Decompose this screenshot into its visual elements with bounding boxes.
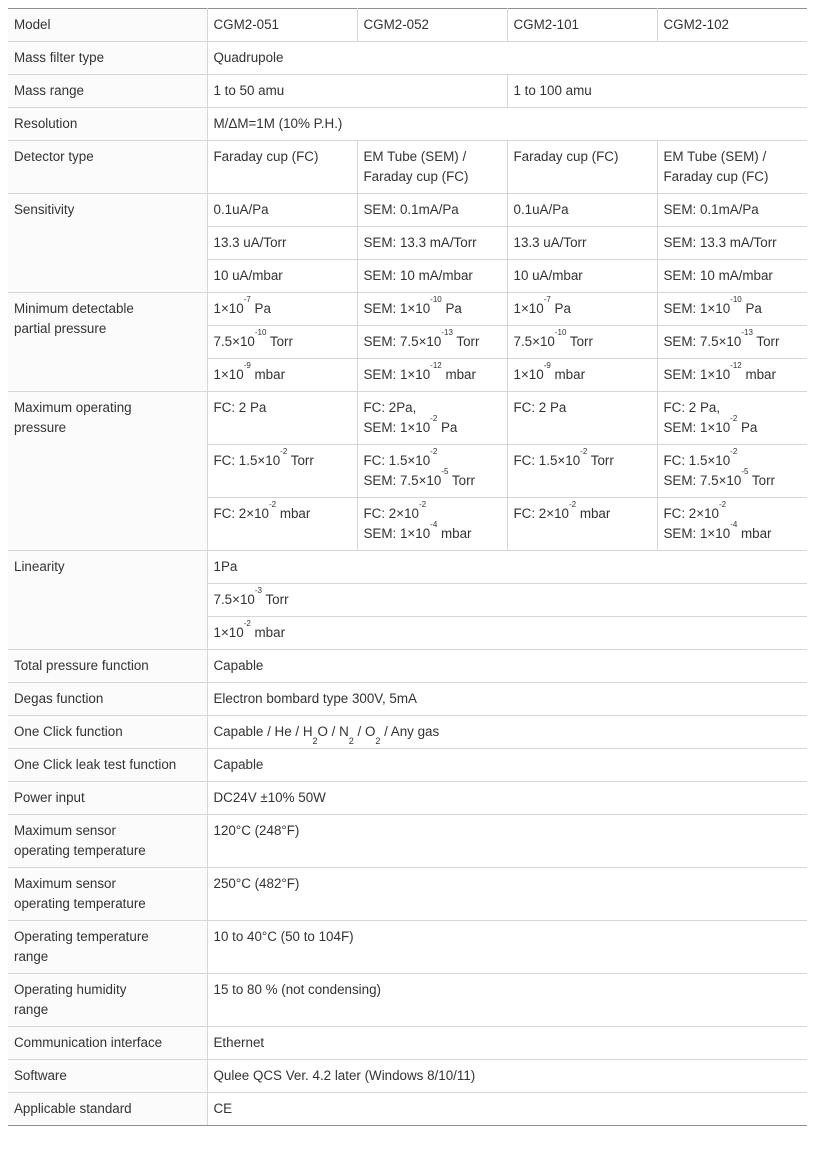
exponent: -7 (543, 295, 551, 304)
row-max-sensor-1 (8, 815, 807, 868)
detector-3: Faraday cup (FC) (507, 141, 657, 194)
mantissa: 1.5 (238, 453, 258, 468)
mdp-r1-c3 (507, 293, 657, 326)
mantissa: 1 (699, 301, 708, 316)
times-sign: × (232, 592, 240, 607)
mdp-r1-c2 (357, 293, 507, 326)
exponent: -10 (554, 328, 567, 337)
label-line2: operating temperature (14, 843, 146, 858)
value-total-pressure: Capable (207, 650, 807, 683)
label-min-detect-line1: Minimum detectable (14, 301, 134, 316)
times-sign: × (418, 334, 427, 349)
sens-r3-c3: 10 uA/mbar (507, 260, 657, 293)
label-min-detect-line2: partial pressure (14, 321, 107, 336)
lin-r3 (207, 617, 807, 650)
base: 10 (415, 420, 431, 435)
unit: Torr (566, 334, 593, 349)
exponent: -7 (243, 295, 251, 304)
mantissa: 7.5 (399, 473, 419, 488)
times-sign: × (707, 420, 716, 435)
sem-prefix: SEM: (663, 420, 700, 435)
value-mass-range-100: 1 to 100 amu (507, 75, 807, 108)
label-line1: Maximum sensor (14, 876, 116, 891)
unit: mbar (437, 526, 472, 541)
row-standard (8, 1093, 807, 1126)
mantissa: 1 (399, 367, 408, 382)
unit: mbar (250, 367, 286, 382)
fc-prefix: FC: (663, 506, 689, 521)
label-line2: range (14, 949, 49, 964)
base: 10 (715, 420, 731, 435)
detector-2-line2: Faraday cup (FC) (363, 169, 469, 184)
base: 10 (565, 453, 581, 468)
value-one-click (207, 716, 807, 749)
mantissa: 2 (238, 506, 247, 521)
exponent: -2 (243, 619, 251, 628)
label-line1: Operating temperature (14, 929, 149, 944)
unit: mbar (741, 367, 776, 382)
label-mass-range: Mass range (8, 75, 207, 108)
value-software: Qulee QCS Ver. 4.2 later (Windows 8/10/11) (207, 1060, 807, 1093)
times-sign: × (707, 453, 716, 468)
detector-2-line1: EM Tube (SEM) / (363, 149, 467, 164)
label-degas: Degas function (8, 683, 207, 716)
label-total-pressure: Total pressure function (8, 650, 207, 683)
unit: mbar (550, 367, 586, 382)
mantissa: 7.5 (213, 334, 233, 349)
base: 10 (715, 367, 731, 382)
base: 10 (704, 506, 719, 521)
gas-text: / Any gas (380, 724, 440, 739)
value-mass-range-50: 1 to 50 amu (207, 75, 507, 108)
fc-prefix: FC: (363, 453, 389, 468)
times-sign: × (407, 420, 416, 435)
label-op-humidity (8, 974, 207, 1027)
sem-prefix: SEM: (663, 301, 700, 316)
model-cgm2-102: CGM2-102 (657, 9, 807, 42)
value-degas: Electron bombard type 300V, 5mA (207, 683, 807, 716)
mdp-r1-c1-mantissa: 1 (213, 301, 221, 316)
value-standard: CE (207, 1093, 807, 1126)
mdp-r1-c1 (207, 293, 357, 326)
mop-r3-c1 (207, 498, 357, 551)
spec-table-container (8, 8, 807, 1126)
model-cgm2-052: CGM2-052 (357, 9, 507, 42)
gas-text: / O (353, 724, 376, 739)
label-standard: Applicable standard (8, 1093, 207, 1126)
row-leak-test (8, 749, 807, 782)
base: 10 (415, 526, 431, 541)
times-sign: × (232, 334, 240, 349)
exponent: -2 (280, 447, 288, 456)
sens-r3-c2: SEM: 10 mA/mbar (357, 260, 507, 293)
exponent: -13 (741, 328, 753, 337)
detector-4 (657, 141, 807, 194)
gas-text: Capable / He / H (213, 724, 313, 739)
value-power: DC24V ±10% 50W (207, 782, 807, 815)
base: 10 (528, 367, 544, 382)
sens-r3-c4: SEM: 10 mA/mbar (657, 260, 807, 293)
label-mass-filter: Mass filter type (8, 42, 207, 75)
times-sign: × (707, 301, 716, 316)
sens-r1-c4: SEM: 0.1mA/Pa (657, 194, 807, 227)
unit: Torr (748, 473, 775, 488)
mop-r2-c1 (207, 445, 357, 498)
base: 10 (239, 592, 255, 607)
exponent: -2 (718, 500, 727, 509)
mop-r1-c2 (357, 392, 507, 445)
times-sign: × (718, 473, 727, 488)
base: 10 (239, 334, 255, 349)
label-power: Power input (8, 782, 207, 815)
mdp-r3-c4 (657, 359, 807, 392)
base: 10 (228, 301, 244, 316)
mdp-r3-c3 (507, 359, 657, 392)
subscript: 2 (375, 736, 381, 746)
base: 10 (415, 367, 431, 382)
unit: mbar (576, 506, 611, 521)
row-resolution (8, 108, 807, 141)
value-comm: Ethernet (207, 1027, 807, 1060)
fc-line: FC: 2Pa, (363, 400, 417, 415)
exponent: -2 (580, 447, 588, 456)
fc-line: FC: 2 Pa, (663, 400, 721, 415)
mantissa: 1 (699, 367, 708, 382)
mop-r1-c4 (657, 392, 807, 445)
mop-r3-c3 (507, 498, 657, 551)
exponent: -9 (243, 361, 251, 370)
mantissa: 1.5 (388, 453, 408, 468)
base: 10 (715, 301, 731, 316)
base: 10 (726, 334, 742, 349)
mantissa: 7.5 (513, 334, 533, 349)
value-max-sensor-1: 120°C (248°F) (207, 815, 807, 868)
mantissa: 1.5 (688, 453, 708, 468)
label-max-sensor-2 (8, 868, 207, 921)
label-comm: Communication interface (8, 1027, 207, 1060)
base: 10 (415, 453, 431, 468)
label-line2: operating temperature (14, 896, 146, 911)
sem-prefix: SEM: (363, 526, 400, 541)
mop-r2-c2 (357, 445, 507, 498)
mantissa: 1 (399, 420, 408, 435)
mantissa: 1 (513, 301, 521, 316)
row-comm (8, 1027, 807, 1060)
label-max-op-line2: pressure (14, 420, 67, 435)
row-power (8, 782, 807, 815)
base: 10 (265, 453, 281, 468)
exponent: -2 (268, 500, 277, 509)
unit: Torr (452, 334, 480, 349)
times-sign: × (220, 301, 229, 316)
mantissa: 1 (213, 367, 221, 382)
model-cgm2-051: CGM2-051 (207, 9, 357, 42)
mantissa: 1 (699, 420, 708, 435)
unit: mbar (737, 526, 772, 541)
mantissa: 1 (699, 526, 708, 541)
sens-r1-c2: SEM: 0.1mA/Pa (357, 194, 507, 227)
label-software: Software (8, 1060, 207, 1093)
row-mass-range (8, 75, 807, 108)
times-sign: × (546, 506, 555, 521)
mdp-r2-c2 (357, 326, 507, 359)
value-max-sensor-2: 250°C (482°F) (207, 868, 807, 921)
label-resolution: Resolution (8, 108, 207, 141)
base: 10 (415, 301, 431, 316)
row-total-pressure (8, 650, 807, 683)
unit: Pa (250, 301, 271, 316)
detector-4-line2: Faraday cup (FC) (663, 169, 769, 184)
row-linearity-1 (8, 551, 807, 584)
unit: Pa (550, 301, 571, 316)
row-mass-filter (8, 42, 807, 75)
mantissa: 1 (399, 301, 408, 316)
unit: mbar (276, 506, 311, 521)
label-max-op-line1: Maximum operating (14, 400, 132, 415)
unit: Pa (437, 420, 458, 435)
sem-prefix: SEM: (663, 473, 700, 488)
times-sign: × (520, 367, 529, 382)
label-detector: Detector type (8, 141, 207, 194)
exponent: -3 (254, 586, 262, 595)
gas-text: O / N (317, 724, 349, 739)
value-mass-filter: Quadrupole (207, 42, 807, 75)
label-line1: Operating humidity (14, 982, 127, 997)
mdp-r2-c4 (657, 326, 807, 359)
lin-r2 (207, 584, 807, 617)
detector-2 (357, 141, 507, 194)
mdp-r2-c3 (507, 326, 657, 359)
exponent: -2 (568, 500, 577, 509)
detector-1: Faraday cup (FC) (207, 141, 357, 194)
sens-r3-c1: 10 uA/mbar (207, 260, 357, 293)
sem-prefix: SEM: (663, 334, 700, 349)
fc-prefix: FC: (513, 506, 539, 521)
mdp-r2-c1 (207, 326, 357, 359)
sens-r2-c1: 13.3 uA/Torr (207, 227, 357, 260)
row-model (8, 9, 807, 42)
row-detector (8, 141, 807, 194)
unit: Torr (261, 592, 289, 607)
times-sign: × (407, 526, 416, 541)
mop-r1-c3: FC: 2 Pa (507, 392, 657, 445)
unit: Torr (752, 334, 780, 349)
label-max-sensor-1 (8, 815, 207, 868)
detector-4-line1: EM Tube (SEM) / (663, 149, 767, 164)
sens-r1-c3: 0.1uA/Pa (507, 194, 657, 227)
sem-prefix: SEM: (363, 420, 400, 435)
value-leak-test: Capable (207, 749, 807, 782)
base: 10 (715, 453, 731, 468)
value-resolution: M/ΔM=1M (10% P.H.) (207, 108, 807, 141)
sem-prefix: SEM: (363, 367, 400, 382)
label-sensitivity: Sensitivity (8, 194, 207, 293)
mdp-r1-c4 (657, 293, 807, 326)
exponent: -13 (441, 328, 453, 337)
times-sign: × (396, 506, 405, 521)
label-model: Model (8, 9, 207, 42)
times-sign: × (220, 367, 229, 382)
base: 10 (228, 625, 244, 640)
times-sign: × (707, 367, 716, 382)
exponent: -2 (430, 414, 438, 423)
row-sensitivity-1 (8, 194, 807, 227)
mop-r3-c4 (657, 498, 807, 551)
fc-prefix: FC: (363, 506, 389, 521)
row-op-humidity (8, 974, 807, 1027)
label-leak-test: One Click leak test function (8, 749, 207, 782)
row-max-sensor-2 (8, 868, 807, 921)
row-software (8, 1060, 807, 1093)
times-sign: × (220, 625, 229, 640)
times-sign: × (532, 334, 540, 349)
base: 10 (228, 367, 244, 382)
label-max-op (8, 392, 207, 551)
base: 10 (426, 334, 442, 349)
mantissa: 2 (688, 506, 697, 521)
times-sign: × (707, 526, 716, 541)
exponent: -12 (430, 361, 442, 370)
mop-r1-c1: FC: 2 Pa (207, 392, 357, 445)
mdp-r3-c2 (357, 359, 507, 392)
sens-r1-c1: 0.1uA/Pa (207, 194, 357, 227)
sens-r2-c4: SEM: 13.3 mA/Torr (657, 227, 807, 260)
mop-r3-c2 (357, 498, 507, 551)
label-one-click: One Click function (8, 716, 207, 749)
times-sign: × (520, 301, 529, 316)
value-op-humidity: 15 to 80 % (not condensing) (207, 974, 807, 1027)
mantissa: 7.5 (399, 334, 419, 349)
exponent: -4 (730, 520, 738, 529)
mantissa: 7.5 (213, 592, 233, 607)
mop-r2-c3 (507, 445, 657, 498)
base: 10 (426, 473, 442, 488)
unit: mbar (250, 625, 286, 640)
value-op-temp: 10 to 40°C (50 to 104F) (207, 921, 807, 974)
lin-r1: 1Pa (207, 551, 807, 584)
exponent: -2 (730, 447, 738, 456)
base: 10 (539, 334, 555, 349)
times-sign: × (718, 334, 727, 349)
exponent: -2 (430, 447, 438, 456)
unit: Torr (266, 334, 293, 349)
times-sign: × (696, 506, 705, 521)
mop-r2-c4 (657, 445, 807, 498)
exponent: -5 (741, 467, 749, 476)
subscript: 2 (348, 736, 354, 746)
exponent: -2 (418, 500, 427, 509)
mantissa: 1 (213, 625, 221, 640)
label-line2: range (14, 1002, 49, 1017)
label-linearity: Linearity (8, 551, 207, 650)
exponent: -10 (730, 295, 742, 304)
base: 10 (254, 506, 269, 521)
mantissa: 1.5 (538, 453, 558, 468)
exponent: -12 (730, 361, 742, 370)
exponent: -9 (543, 361, 551, 370)
mantissa: 2 (538, 506, 547, 521)
sem-prefix: SEM: (363, 301, 400, 316)
unit: Torr (287, 453, 314, 468)
label-line1: Maximum sensor (14, 823, 116, 838)
mantissa: 7.5 (699, 334, 719, 349)
unit: Pa (741, 301, 762, 316)
label-op-temp (8, 921, 207, 974)
times-sign: × (418, 473, 427, 488)
mantissa: 2 (388, 506, 397, 521)
sens-r2-c2: SEM: 13.3 mA/Torr (357, 227, 507, 260)
base: 10 (726, 473, 742, 488)
exponent: -5 (441, 467, 449, 476)
mantissa: 1 (399, 526, 408, 541)
base: 10 (554, 506, 569, 521)
mantissa: 1 (513, 367, 521, 382)
fc-prefix: FC: (663, 453, 689, 468)
unit: Pa (737, 420, 758, 435)
row-min-detect-1 (8, 293, 807, 326)
unit: Torr (587, 453, 614, 468)
unit: Torr (448, 473, 475, 488)
base: 10 (715, 526, 731, 541)
spec-table (8, 8, 807, 1126)
sens-r2-c3: 13.3 uA/Torr (507, 227, 657, 260)
times-sign: × (257, 453, 266, 468)
row-op-temp (8, 921, 807, 974)
sem-prefix: SEM: (663, 367, 700, 382)
fc-prefix: FC: (213, 453, 239, 468)
row-one-click (8, 716, 807, 749)
times-sign: × (407, 453, 416, 468)
exponent: -10 (430, 295, 442, 304)
exponent: -4 (430, 520, 438, 529)
times-sign: × (407, 301, 416, 316)
sem-prefix: SEM: (363, 334, 400, 349)
base: 10 (528, 301, 544, 316)
unit: mbar (441, 367, 476, 382)
fc-prefix: FC: (513, 453, 539, 468)
base: 10 (404, 506, 419, 521)
times-sign: × (246, 506, 255, 521)
label-min-detect (8, 293, 207, 392)
model-cgm2-101: CGM2-101 (507, 9, 657, 42)
mantissa: 7.5 (699, 473, 719, 488)
mdp-r3-c1 (207, 359, 357, 392)
exponent: -2 (730, 414, 738, 423)
subscript: 2 (312, 736, 318, 746)
times-sign: × (407, 367, 416, 382)
row-degas (8, 683, 807, 716)
unit: Pa (441, 301, 462, 316)
times-sign: × (557, 453, 566, 468)
row-max-op-1 (8, 392, 807, 445)
exponent: -10 (254, 328, 267, 337)
sem-prefix: SEM: (663, 526, 700, 541)
sem-prefix: SEM: (363, 473, 400, 488)
fc-prefix: FC: (213, 506, 239, 521)
